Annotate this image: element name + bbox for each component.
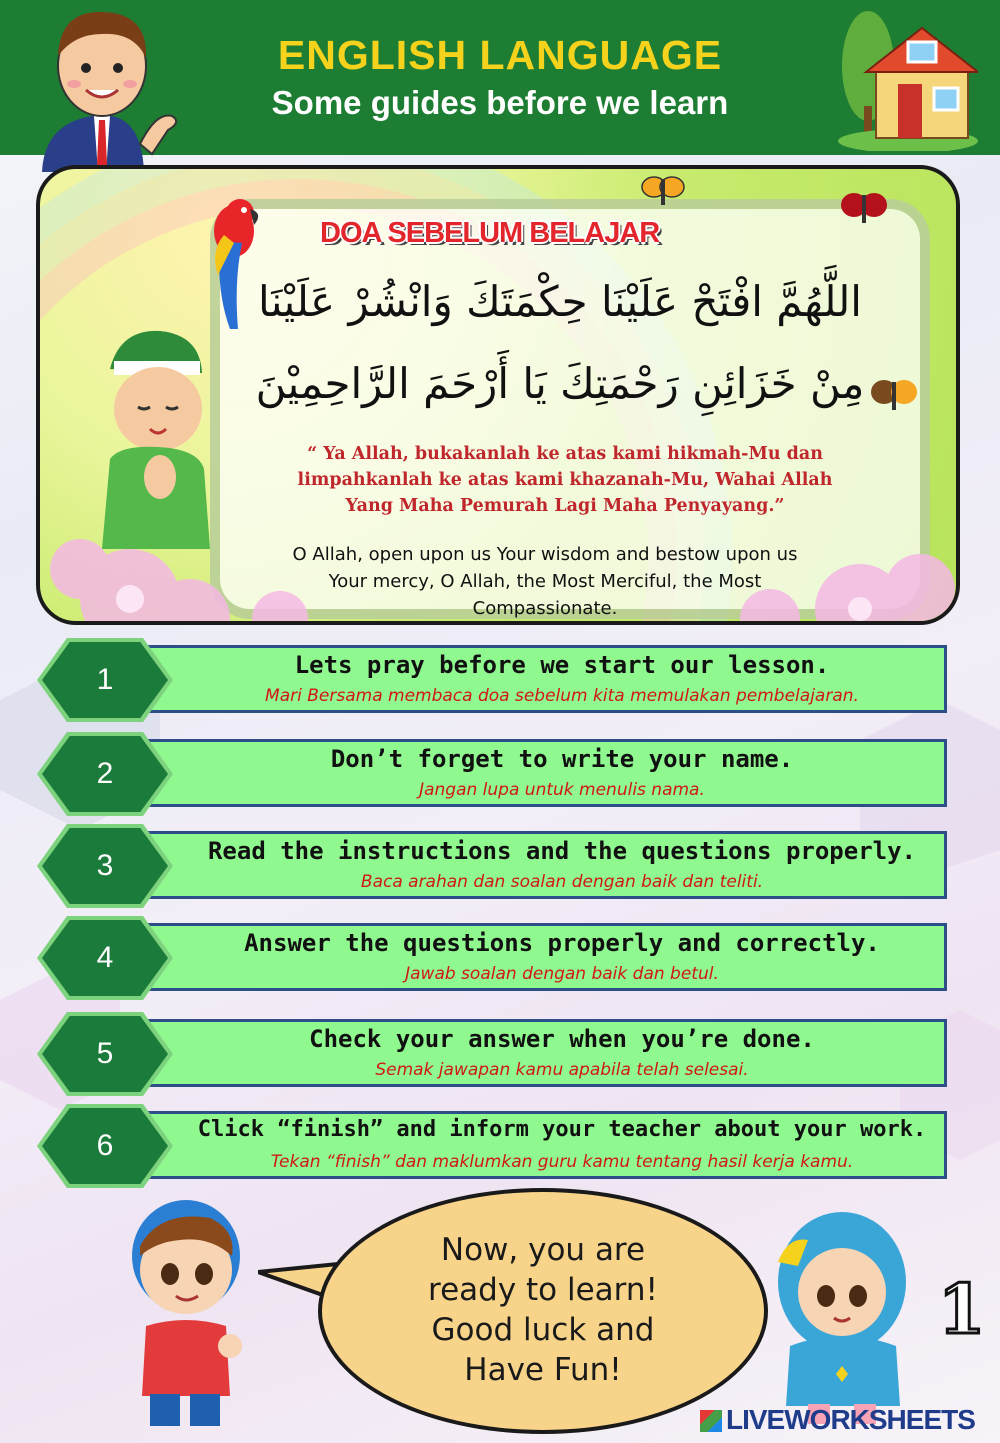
prayer-card (36, 165, 960, 625)
guide-text-malay: Tekan “finish” dan maklumkan guru kamu tentang hasil kerja kamu. (270, 1152, 854, 1172)
arabic-line-2: مِنْ خَزَائِنِ رَحْمَتِكَ يَا أَرْحَمَ الرَّاحِمِيْنَ (255, 359, 865, 408)
english-line-1: O Allah, open upon us Your wisdom and bestow upon us (292, 544, 798, 565)
guide-text-malay: Mari Bersama membaca doa sebelum kita memulakan pembelajaran. (265, 686, 859, 706)
guide-text-english: Click “finish” and inform your teacher about your work. (197, 1117, 927, 1142)
guide-number: 4 (96, 941, 114, 974)
english-line-3: Compassionate. (472, 598, 618, 619)
butterfly-icon (840, 187, 888, 231)
guide-text-english: Lets pray before we start our lesson. (294, 651, 830, 679)
guide-number: 3 (96, 849, 114, 882)
liveworksheets-icon (700, 1410, 722, 1432)
guide-text-english: Check your answer when you’re done. (309, 1025, 815, 1053)
guide-text-english: Read the instructions and the questions properly. (207, 837, 916, 865)
guide-number: 5 (96, 1037, 114, 1070)
guide-item-6 (42, 1108, 952, 1184)
teacher-icon (22, 4, 182, 172)
speech-bubble-text (378, 1230, 708, 1390)
page-subtitle: Some guides before we learn (271, 84, 729, 121)
malay-line-2: limpahkanlah ke atas kami khazanah-Mu, Wahai Allah (297, 470, 833, 490)
butterfly-icon (640, 171, 686, 211)
brand-logo (700, 1404, 975, 1436)
guide-number: 1 (96, 663, 114, 696)
bubble-line-1: Now, you are (440, 1232, 646, 1268)
brand-text: LIVEWORKSHEETS (726, 1404, 975, 1435)
girl-hijab-icon (768, 1206, 918, 1426)
bubble-line-3: Good luck and (431, 1312, 655, 1348)
malay-line-1: “ Ya Allah, bukakanlah ke atas kami hikmah-Mu dan (307, 444, 823, 464)
guide-number: 2 (96, 757, 114, 790)
bubble-line-4: Have Fun! (464, 1352, 622, 1388)
bubble-line-2: ready to learn! (428, 1272, 658, 1308)
guide-text-malay: Jangan lupa untuk menulis nama. (419, 780, 705, 800)
malay-line-3: Yang Maha Pemurah Lagi Maha Penyayang.” (345, 496, 785, 516)
prayer-translation-english (245, 541, 845, 622)
page-title: ENGLISH LANGUAGE (277, 32, 723, 78)
guide-number: 6 (96, 1129, 114, 1162)
guide-text-english: Don’t forget to write your name. (330, 745, 794, 773)
guide-text-english: Answer the questions properly and correctly. (244, 929, 880, 957)
guide-item-1 (42, 642, 952, 718)
praying-boy-icon (80, 309, 230, 549)
house-icon (838, 6, 978, 151)
page-number: 1 (938, 1270, 986, 1350)
guide-text-malay: Semak jawapan kamu apabila telah selesai. (375, 1060, 749, 1080)
guide-item-5 (42, 1016, 952, 1092)
guide-text-malay: Baca arahan dan soalan dengan baik dan teliti. (360, 872, 764, 892)
english-line-2: Your mercy, O Allah, the Most Merciful, the Most (328, 571, 762, 592)
boy-thumbs-up-icon (120, 1196, 250, 1436)
arabic-line-1: اللَّهُمَّ افْتَحْ عَلَيْنَا حِكْمَتَكَ وَانْشُرْ عَلَيْنَا (258, 277, 862, 326)
guide-item-3 (42, 828, 952, 904)
guide-item-4 (42, 920, 952, 996)
guide-item-2 (42, 736, 952, 812)
guide-text-malay: Jawab soalan dengan baik dan betul. (405, 964, 719, 984)
prayer-title: DOA SEBELUM BELAJAR (320, 217, 660, 249)
